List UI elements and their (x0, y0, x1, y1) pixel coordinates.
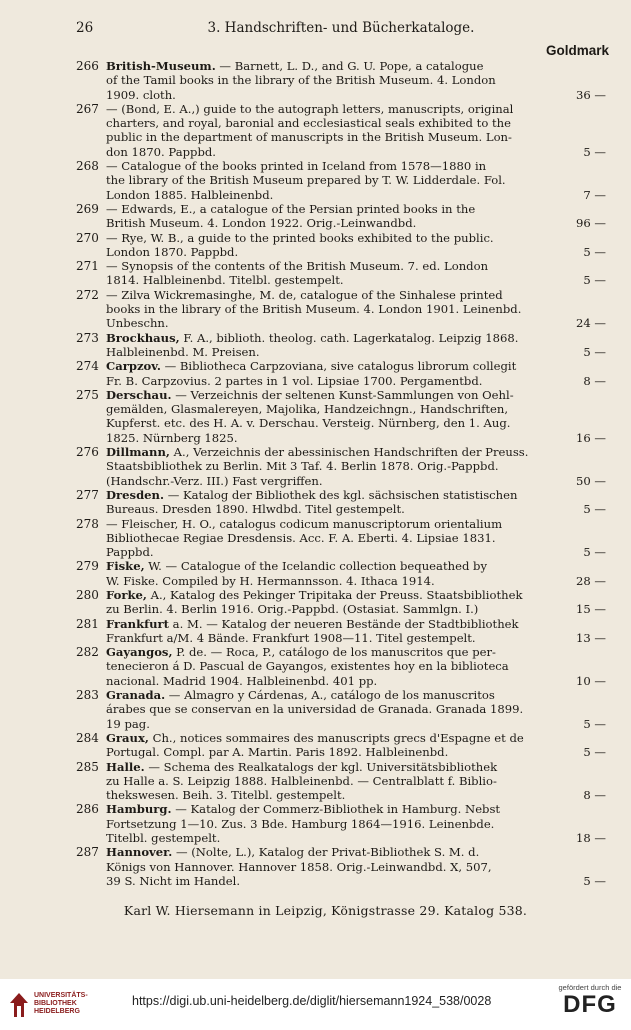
entry-description (106, 688, 562, 731)
entry-description (106, 259, 562, 288)
entry-text: — Almagro y Cárdenas, A., catálogo de los manuscritos árabes que se conservan en la universidad de Granada. Granada 1899. 19 pag. (106, 688, 524, 731)
publisher-footer: Karl W. Hiersemann in Leipzig, Königstrasse 29. Katalog 538. (123, 903, 528, 918)
entry-heading: Graux, (106, 730, 149, 745)
catalogue-entries (76, 59, 606, 888)
entry-text: — (Nolte, L.), Katalog der Privat-Bibliothek S. M. d. Königs von Hannover. Hannover 1858. Orig.-Leinwandbd. X, 507, 39 S. Nicht im Handel. (106, 845, 492, 888)
entry-description (106, 517, 562, 560)
entry-price: 5 — (583, 745, 606, 760)
entry-price: 24 — (575, 316, 606, 331)
entry-heading: Fiske, (106, 559, 145, 574)
catalogue-entry (76, 802, 606, 845)
entry-price: 13 — (575, 630, 606, 645)
entry-heading: Hannover. (106, 845, 173, 860)
entry-number: 283 (76, 688, 99, 703)
university-library-name: UNIVERSITÄTS- BIBLIOTHEK HEIDELBERG (34, 992, 88, 1015)
catalogue-entry (76, 59, 606, 102)
entry-text: Ch., notices sommaires des manuscripts grecs d'Espagne et de Portugal. Compl. par A. Martin. Paris 1892. Halbleinenbd. (106, 730, 524, 760)
catalogue-entry (76, 259, 606, 288)
university-library-logo-icon (8, 991, 30, 1019)
entry-price: 5 — (583, 273, 606, 288)
entry-number: 266 (76, 59, 99, 73)
entry-text: W. — Catalogue of the Icelandic collection bequeathed by W. Fiske. Compiled by H. Hermannsson. 4. Ithaca 1914. (106, 559, 488, 588)
entry-text: P. de. — Roca, P., catálogo de los manuscritos que per- tenecieron á D. Pascual de Gayangos, existentes hoy en la biblioteca nacional. Madrid 1904. Halbleinenbd. 401 pp. (106, 645, 509, 688)
entry-number: 277 (76, 487, 99, 502)
entry-description (106, 159, 562, 202)
entry-text: — Katalog der Bibliothek des kgl. sächsischen statistischen Bureaus. Dresden 1890. Hlwdbd. Titel gestempelt. (106, 487, 518, 517)
entry-description (106, 231, 562, 260)
entry-price: 8 — (583, 788, 606, 803)
entry-price: 8 — (583, 373, 606, 388)
catalogue-entry (76, 645, 606, 688)
entry-price: 7 — (583, 187, 606, 202)
entry-number: 274 (76, 359, 99, 374)
entry-number: 287 (76, 845, 99, 860)
entry-price: 5 — (583, 502, 606, 517)
entry-text: — Rye, W. B., a guide to the printed books exhibited to the public. London 1870. Pappbd. (106, 230, 494, 259)
dfg-logo: DFG (563, 991, 617, 1018)
entry-heading: Frankfurt (106, 616, 169, 631)
entry-text: — Verzeichnis der seltenen Kunst-Sammlungen von Oehl- gemälden, Glasmalereyen, Majolika, Handzeichngn., Handschriften, Kupferst. etc. des H. A. v. Derschau. Versteig. Nürnberg, den 1. Aug. 1825. Nürnberg 1825. (106, 387, 514, 445)
entry-price: 5 — (583, 244, 606, 259)
entry-text: — Bibliotheca Carpzoviana, sive catalogus librorum collegit Fr. B. Carpzovius. 2 partes in 1 vol. Lipsiae 1700. Pergamentbd. (106, 359, 517, 388)
entry-heading: Gayangos, (106, 645, 173, 660)
entry-price: 5 — (583, 716, 606, 731)
entry-heading: Hamburg. (106, 802, 172, 817)
entry-text: A., Katalog des Pekinger Tripitaka der Preuss. Staatsbibliothek zu Berlin. 4. Berlin 1916. Orig.-Pappbd. (Ostasiat. Sammlgn. I.) (106, 587, 523, 617)
entry-description (106, 845, 562, 888)
section-heading: Goldmark (545, 43, 609, 58)
entry-text: — Synopsis of the contents of the British Museum. 7. ed. London 1814. Halbleinenbd. Titelbl. gestempelt. (106, 259, 489, 288)
page-header (76, 20, 606, 42)
entry-heading: Halle. (106, 759, 145, 774)
entry-price: 18 — (575, 831, 606, 846)
entry-heading: Carpzov. (106, 359, 161, 374)
entry-number: 285 (76, 759, 99, 774)
entry-description (106, 359, 562, 388)
entry-number: 280 (76, 587, 99, 602)
entry-description (106, 331, 562, 360)
entry-price: 16 — (575, 430, 606, 445)
entry-price: 96 — (575, 216, 606, 231)
entry-price: 15 — (575, 602, 606, 617)
entry-number: 281 (76, 616, 99, 631)
permalink-url[interactable]: https://digi.ub.uni-heidelberg.de/diglit/hiersemann1924_538/0028 (132, 994, 492, 1008)
entry-heading: British-Museum. (106, 59, 216, 73)
entry-number: 282 (76, 645, 99, 660)
entry-number: 267 (76, 101, 99, 116)
entry-number: 286 (76, 802, 99, 817)
entry-description (106, 59, 562, 102)
entry-heading: Derschau. (106, 387, 172, 402)
entry-heading: Forke, (106, 587, 147, 602)
entry-number: 275 (76, 387, 99, 402)
running-head: 3. Handschriften- und Bücherkataloge. (207, 20, 475, 36)
entry-text: A., Verzeichnis der abessinischen Handschriften der Preuss. Staatsbibliothek zu Berlin. Mit 3 Taf. 4. Berlin 1878. Orig.-Pappbd. (Handschr.-Verz. III.) Fast vergriffen. (106, 445, 529, 488)
entry-number: 273 (76, 330, 99, 345)
entry-description (106, 559, 562, 588)
entry-price: 36 — (575, 87, 606, 102)
entry-price: 5 — (583, 344, 606, 359)
entry-number: 269 (76, 201, 99, 216)
entry-text: — Edwards, E., a catalogue of the Persian printed books in the British Museum. 4. London 1922. Orig.-Leinwandbd. (106, 201, 476, 231)
entry-text: — Catalogue of the books printed in Iceland from 1578—1880 in the library of the British Museum prepared by T. W. Lidderdale. Fol. London 1885. Halbleinenbd. (106, 159, 506, 202)
entry-text: — Zilva Wickremasinghe, M. de, catalogue of the Sinhalese printed books in the library of the British Museum. 4. London 1901. Leinenbd. Unbeschn. (106, 287, 522, 331)
catalogue-entry (76, 845, 606, 888)
catalogue-entry (76, 359, 606, 388)
catalogue-entry (76, 517, 606, 560)
viewer-bottom-bar (0, 979, 631, 1030)
entry-text: — Barnett, L. D., and G. U. Pope, a catalogue of the Tamil books in the library of the British Museum. 4. London 1909. cloth. (106, 59, 496, 102)
entry-price: 50 — (575, 473, 606, 488)
catalogue-entry (76, 102, 606, 159)
entry-text: — (Bond, E. A.,) guide to the autograph letters, manuscripts, original charters, and royal, baronial and ecclesiastical seals exhibited to the public in the department of manuscripts in the British Museum. Lon- don 1870. Pappbd. (106, 101, 514, 159)
entry-description (106, 445, 562, 488)
entry-number: 279 (76, 559, 99, 574)
catalogue-entry (76, 388, 606, 445)
entry-text: a. M. — Katalog der neueren Bestände der Stadtbibliothek Frankfurt a/M. 4 Bände. Frankfurt 1908—11. Titel gestempelt. (106, 616, 519, 645)
catalogue-entry (76, 488, 606, 517)
dfg-funding-badge (557, 983, 623, 1018)
catalogue-entry (76, 288, 606, 331)
entry-description (106, 488, 562, 517)
entry-text: — Schema des Realkatalogs der kgl. Universitätsbibliothek zu Halle a. S. Leipzig 1888. Halbleinenbd. — Centralblatt f. Biblio- thekswesen. Beih. 3. Titelbl. gestempelt. (106, 759, 498, 803)
entry-description (106, 388, 562, 445)
entry-price: 5 — (583, 545, 606, 560)
catalogue-entry (76, 331, 606, 360)
catalogue-entry (76, 231, 606, 260)
entry-price: 5 — (583, 873, 606, 888)
entry-description (106, 760, 562, 803)
entry-description (106, 588, 562, 617)
entry-heading: Brockhaus, (106, 330, 180, 345)
entry-description (106, 288, 562, 331)
entry-description (106, 645, 562, 688)
entry-number: 271 (76, 259, 99, 274)
catalogue-entry (76, 760, 606, 803)
entry-number: 276 (76, 445, 99, 460)
entry-description (106, 102, 562, 159)
entry-description (106, 731, 562, 760)
entry-price: 28 — (575, 573, 606, 588)
catalogue-entry (76, 688, 606, 731)
entry-heading: Granada. (106, 688, 166, 703)
entry-description (106, 202, 562, 231)
entry-number: 268 (76, 159, 99, 174)
entry-text: — Fleischer, H. O., catalogus codicum manuscriptorum orientalium Bibliothecae Regiae Dresdensis. Acc. F. A. Eberti. 4. Lipsiae 1831. Pappbd. (106, 516, 503, 560)
catalogue-entry (76, 159, 606, 202)
catalogue-entry (76, 559, 606, 588)
catalogue-entry (76, 617, 606, 646)
entry-heading: Dresden. (106, 487, 165, 502)
dfg-caption: gefördert durch die (558, 983, 622, 992)
catalogue-entry (76, 588, 606, 617)
entry-price: 5 — (583, 144, 606, 159)
page-number: 26 (76, 20, 94, 36)
entry-price: 10 — (575, 673, 606, 688)
entry-number: 272 (76, 287, 99, 302)
catalogue-entry (76, 202, 606, 231)
catalogue-entry (76, 445, 606, 488)
catalogue-entry (76, 731, 606, 760)
entry-number: 278 (76, 516, 99, 531)
entry-number: 270 (76, 230, 99, 245)
entry-number: 284 (76, 730, 99, 745)
entry-description (106, 802, 562, 845)
entry-description (106, 617, 562, 646)
entry-heading: Dillmann, (106, 445, 170, 460)
entry-text: — Katalog der Commerz-Bibliothek in Hamburg. Nebst Fortsetzung 1—10. Zus. 3 Bde. Hamburg 1864—1916. Leinenbde. Titelbl. gestempelt. (106, 802, 501, 846)
entry-text: F. A., biblioth. theolog. cath. Lagerkatalog. Leipzig 1868. Halbleinenbd. M. Preisen. (106, 330, 519, 359)
